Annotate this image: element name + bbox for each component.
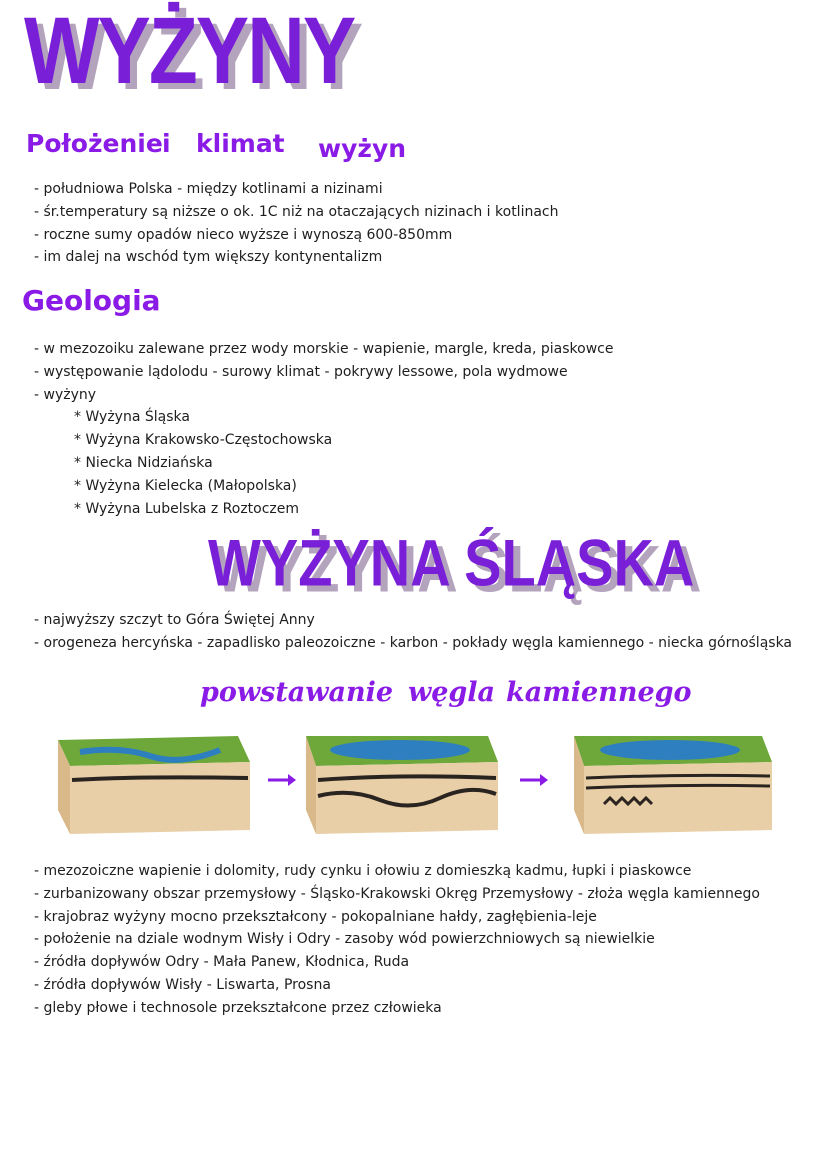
geology-list [34,338,613,520]
list-item: - najwyższy szczyt to Góra Świętej Anny [34,612,315,628]
upland-item: * Niecka Nidziańska [74,454,213,471]
list-item: - orogeneza hercyńska - zapadlisko paleozoiczne - karbon - pokłady węgla kamiennego - niecka górnośląska [34,634,793,651]
upland-item: * Wyżyna Lubelska z Roztoczem [74,500,300,517]
coal-heading-word: powstawanie [200,677,394,708]
coal-heading-word: węgla [408,677,496,708]
silesia-list [34,609,794,655]
list-item: - źródła dopływów Odry - Mała Panew, Kłodnica, Ruda [34,954,410,971]
coal-formation-diagram [0,718,828,848]
list-item: - południowa Polska - między kotlinami a nizinami [34,181,383,197]
coal-heading-word: kamiennego [506,677,692,708]
arrow-icon [268,774,296,786]
location-heading-word: i [162,129,171,158]
list-item: - gleby płowe i technosole przekształcone przez człowieka [34,999,442,1016]
geology-heading: Geologia [22,284,161,317]
location-list [34,178,558,269]
list-item: - roczne sumy opadów nieco wyższe i wynoszą 600-850mm [34,226,453,243]
list-item: - źródła dopływów Wisły - Liswarta, Prosna [34,976,331,993]
list-item: - mezozoiczne wapienie i dolomity, rudy cynku i ołowiu z domieszką kadmu, łupki i piaskowce [34,863,692,879]
silesia-details-list [34,860,760,1020]
upland-item: * Wyżyna Śląska [74,409,190,426]
location-heading-word: Położenie [26,129,163,158]
page-title: WYŻYNY [24,0,355,104]
upland-item: * Wyżyna Kielecka (Małopolska) [74,477,297,494]
section-title: WYŻYNA ŚLĄSKA [208,525,695,600]
location-heading-word: klimat [196,129,285,158]
arrow-icon [520,774,548,786]
upland-item: * Wyżyna Krakowsko-Częstochowska [74,432,333,449]
list-item: - w mezozoiku zalewane przez wody morskie - wapienie, margle, kreda, piaskowce [34,341,614,357]
swamp-block-stage-2 [306,736,498,834]
list-item: - zurbanizowany obszar przemysłowy - Śląsko-Krakowski Okręg Przemysłowy - złoża węgla kamiennego [34,885,760,902]
swamp-block-stage-3 [574,736,772,834]
swamp-block-stage-1 [58,736,250,834]
list-item: - krajobraz wyżyny mocno przekształcony - pokopalniane hałdy, zagłębienia-leje [34,908,597,925]
list-item: - występowanie lądolodu - surowy klimat - pokrywy lessowe, pola wydmowe [34,363,568,380]
list-item: - śr.temperatury są niższe o ok. 1C niż na otaczających nizinach i kotlinach [34,203,559,220]
list-item: - położenie na dziale wodnym Wisły i Odry - zasoby wód powierzchniowych są niewielkie [34,931,655,948]
list-item: - wyżyny [34,386,97,403]
location-heading-word: wyżyn [318,134,407,163]
list-item: - im dalej na wschód tym większy kontynentalizm [34,249,383,266]
